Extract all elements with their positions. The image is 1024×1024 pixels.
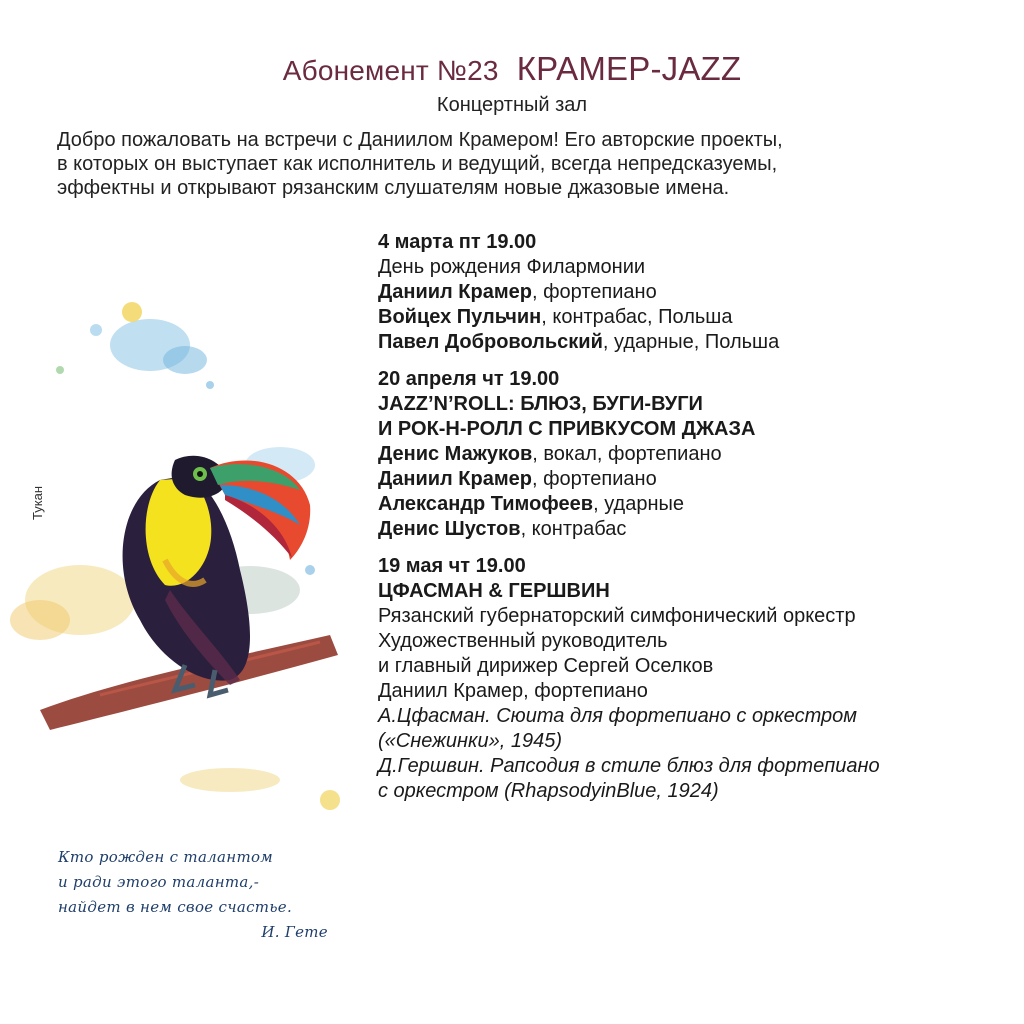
repertoire-item: Д.Гершвин. Рапсодия в стиле блюз для фортепиано: [378, 755, 880, 777]
quote-author: И. Гете: [261, 923, 328, 941]
page-header: [0, 50, 1024, 117]
performer-role: , ударные, Польша: [602, 331, 780, 353]
event-title: ЦФАСМАН & ГЕРШВИН: [378, 580, 610, 602]
quote-line: и ради этого таланта,-: [58, 873, 260, 891]
performer: [378, 517, 998, 542]
performer-name: Александр Тимофеев: [378, 493, 594, 515]
event-occasion: День рождения Филармонии: [378, 256, 646, 278]
performer-name: Денис Мажуков: [378, 443, 533, 465]
orchestra: Рязанский губернаторский симфонический оркестр: [378, 605, 856, 627]
toucan-icon: [0, 290, 360, 850]
conductor-role: Художественный руководитель: [378, 630, 668, 652]
event-1: [378, 230, 998, 355]
event-date: 4 марта пт 19.00: [378, 231, 537, 253]
event-date: 19 мая чт 19.00: [378, 555, 526, 577]
venue-subtitle: Концертный зал: [436, 94, 588, 116]
series-title: КРАМЕР-JAZZ: [516, 50, 742, 87]
performer: [378, 492, 998, 517]
performer-role: , фортепиано: [531, 468, 657, 490]
performer-name: Денис Шустов: [378, 518, 521, 540]
intro-line: в которых он выступает как исполнитель и ведущий, всегда непредсказуемы,: [57, 153, 778, 175]
performer-name: Павел Добровольский: [378, 331, 603, 353]
performer: [378, 467, 998, 492]
event-date: 20 апреля чт 19.00: [378, 368, 560, 390]
performer: [378, 330, 998, 355]
quote-line: Кто рожден с талантом: [58, 848, 274, 866]
quote-line: найдет в нем свое счастье.: [58, 898, 293, 916]
performer-name: Войцех Пульчин: [378, 306, 542, 328]
repertoire-item: с оркестром (RhapsodyinBlue, 1924): [378, 780, 719, 802]
event-title: JAZZ’N’ROLL: БЛЮЗ, БУГИ-ВУГИ: [378, 393, 703, 415]
performer-name: Даниил Крамер: [378, 468, 532, 490]
title-line: [0, 50, 1024, 88]
intro-paragraph: [57, 128, 969, 200]
intro-line: эффектны и открывают рязанским слушателям новые джазовые имена.: [57, 177, 730, 199]
performer: [378, 305, 998, 330]
performer-role: , контрабас, Польша: [541, 306, 733, 328]
soloist: Даниил Крамер, фортепиано: [378, 680, 648, 702]
illustration-label: Тукан: [30, 485, 45, 520]
performer: [378, 280, 998, 305]
concert-program: [378, 230, 998, 816]
conductor-name: и главный дирижер Сергей Оселков: [378, 655, 714, 677]
event-2: [378, 367, 998, 542]
performer: [378, 442, 998, 467]
subscription-number: Абонемент №23: [282, 55, 499, 86]
performer-role: , контрабас: [520, 518, 627, 540]
performer-role: , ударные: [593, 493, 684, 515]
intro-line: Добро пожаловать на встречи с Даниилом Крамером! Его авторские проекты,: [57, 129, 783, 151]
performer-role: , фортепиано: [531, 281, 657, 303]
event-title: И РОК-Н-РОЛЛ С ПРИВКУСОМ ДЖАЗА: [378, 418, 756, 440]
repertoire-item: А.Цфасман. Сюита для фортепиано с оркестром: [378, 705, 857, 727]
goethe-quote: [58, 845, 348, 945]
performer-role: , вокал, фортепиано: [532, 443, 722, 465]
toucan-illustration: [0, 290, 360, 850]
repertoire-item: («Снежинки», 1945): [378, 730, 562, 752]
event-3: [378, 554, 998, 804]
performer-name: Даниил Крамер: [378, 281, 532, 303]
